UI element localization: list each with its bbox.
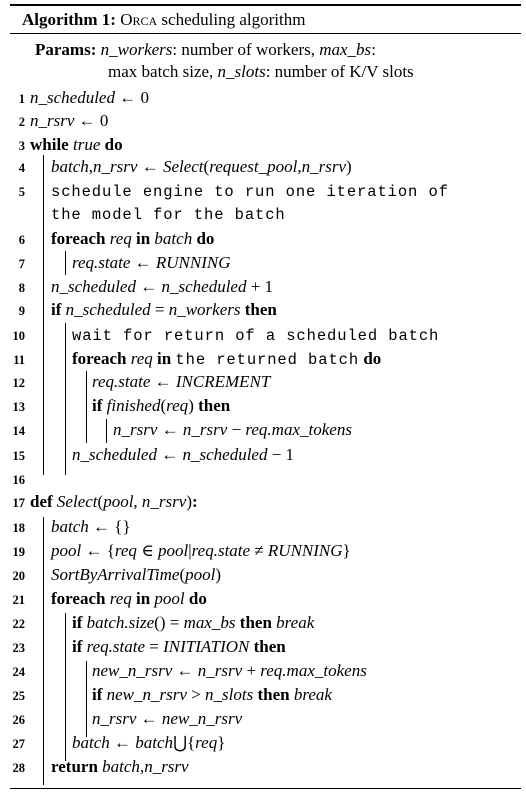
algorithm-line xyxy=(0,684,526,708)
algorithm-line xyxy=(0,228,526,252)
line-number: 6 xyxy=(18,233,25,247)
line-code: pool ← {req ∈ pool|req.state ≠ RUNNING} xyxy=(51,541,351,560)
line-number: 20 xyxy=(12,569,25,583)
algorithm-line xyxy=(0,612,526,636)
line-number: 17 xyxy=(12,496,25,510)
line-number: 5 xyxy=(18,185,25,199)
line-number: 27 xyxy=(12,737,25,751)
line-code: while true do xyxy=(30,135,123,154)
line-code: batch ← {} xyxy=(51,517,131,536)
algorithm-line xyxy=(0,299,526,323)
line-code: n_scheduled ← n_scheduled − 1 xyxy=(72,445,295,464)
header-rule xyxy=(10,33,521,34)
params-line-2 xyxy=(108,62,414,82)
line-number: 26 xyxy=(12,713,25,727)
line-code: foreach req in batch do xyxy=(51,229,215,248)
line-number: 9 xyxy=(18,304,25,318)
algorithm-line xyxy=(0,732,526,756)
algorithm-line xyxy=(0,371,526,395)
algorithm-name: Orca xyxy=(120,10,158,29)
algorithm-line xyxy=(0,516,526,540)
algorithm-line xyxy=(0,468,526,492)
line-number: 24 xyxy=(12,665,25,679)
line-code: schedule engine to run one iteration of xyxy=(51,183,449,201)
algorithm-line xyxy=(0,660,526,684)
line-code: foreach req in pool do xyxy=(51,589,207,608)
line-number: 10 xyxy=(12,329,25,343)
line-number: 25 xyxy=(12,689,25,703)
line-number: 16 xyxy=(12,473,25,487)
algorithm-line xyxy=(0,636,526,660)
line-number: 8 xyxy=(18,281,25,295)
line-code: SortByArrivalTime(pool) xyxy=(51,565,222,584)
line-code: req.state ← RUNNING xyxy=(72,253,231,272)
line-code: batch ← batch⋃{req} xyxy=(72,733,226,752)
line-code: the model for the batch xyxy=(51,206,286,224)
algorithm-line xyxy=(0,134,526,158)
algorithm-line xyxy=(0,419,526,443)
algorithm-line xyxy=(0,444,526,468)
line-code: batch,n_rsrv ← Select(request_pool,n_rsrv) xyxy=(51,157,352,176)
algorithm-label: Algorithm 1: xyxy=(22,10,116,29)
line-code: new_n_rsrv ← n_rsrv + req.max_tokens xyxy=(92,661,367,680)
algorithm-line xyxy=(0,564,526,588)
line-number: 14 xyxy=(12,424,25,438)
line-code: if batch.size() = max_bs then break xyxy=(72,613,315,632)
line-code: return batch,n_rsrv xyxy=(51,757,189,776)
line-code: foreach req in the returned batch do xyxy=(72,349,382,369)
params-line-1 xyxy=(35,40,376,60)
params-text-2: max batch size, n_slots: number of K/V slots xyxy=(108,62,414,81)
line-code: n_scheduled ← n_scheduled + 1 xyxy=(51,277,274,296)
line-number: 7 xyxy=(18,257,25,271)
algorithm-line xyxy=(0,756,526,780)
line-code: n_rsrv ← 0 xyxy=(30,111,109,130)
line-code: if new_n_rsrv > n_slots then break xyxy=(92,685,332,704)
line-number: 19 xyxy=(12,545,25,559)
line-code: n_rsrv ← n_rsrv − req.max_tokens xyxy=(113,420,352,439)
params-label: Params: xyxy=(35,40,97,59)
line-code: if req.state = INITIATION then xyxy=(72,637,286,656)
algorithm-line xyxy=(0,87,526,111)
line-code: def Select(pool, n_rsrv): xyxy=(30,492,198,511)
line-code: if n_scheduled = n_workers then xyxy=(51,300,277,319)
algorithm-line xyxy=(0,252,526,276)
algorithm-title: scheduling algorithm xyxy=(157,10,306,29)
algorithm-line xyxy=(0,203,526,227)
line-number: 15 xyxy=(12,449,25,463)
algorithm-line xyxy=(0,395,526,419)
line-code: n_scheduled ← 0 xyxy=(30,88,149,107)
line-number: 12 xyxy=(12,376,25,390)
line-number: 13 xyxy=(12,400,25,414)
algorithm-line xyxy=(0,324,526,348)
params-text-1: n_workers: number of workers, max_bs: xyxy=(100,40,376,59)
line-number: 11 xyxy=(13,353,25,367)
top-rule xyxy=(10,4,521,6)
line-number: 4 xyxy=(18,161,25,175)
algorithm-line xyxy=(0,348,526,372)
line-number: 3 xyxy=(18,139,25,153)
algorithm-line xyxy=(0,588,526,612)
line-number: 18 xyxy=(12,521,25,535)
algorithm-line xyxy=(0,110,526,134)
line-code: if finished(req) then xyxy=(92,396,231,415)
line-number: 23 xyxy=(12,641,25,655)
algorithm-line xyxy=(0,708,526,732)
line-code: n_rsrv ← new_n_rsrv xyxy=(92,709,243,728)
algorithm-line xyxy=(0,491,526,515)
line-number: 2 xyxy=(18,115,25,129)
algorithm-line xyxy=(0,156,526,180)
line-number: 21 xyxy=(12,593,25,607)
line-code: wait for return of a scheduled batch xyxy=(72,327,440,345)
algorithm-header xyxy=(22,10,305,30)
line-number: 22 xyxy=(12,617,25,631)
line-number: 1 xyxy=(18,92,25,106)
algorithm-line xyxy=(0,540,526,564)
algorithm-line xyxy=(0,276,526,300)
line-number: 28 xyxy=(12,761,25,775)
line-code: req.state ← INCREMENT xyxy=(92,372,271,391)
bottom-rule xyxy=(10,788,521,789)
algorithm-line xyxy=(0,180,526,204)
